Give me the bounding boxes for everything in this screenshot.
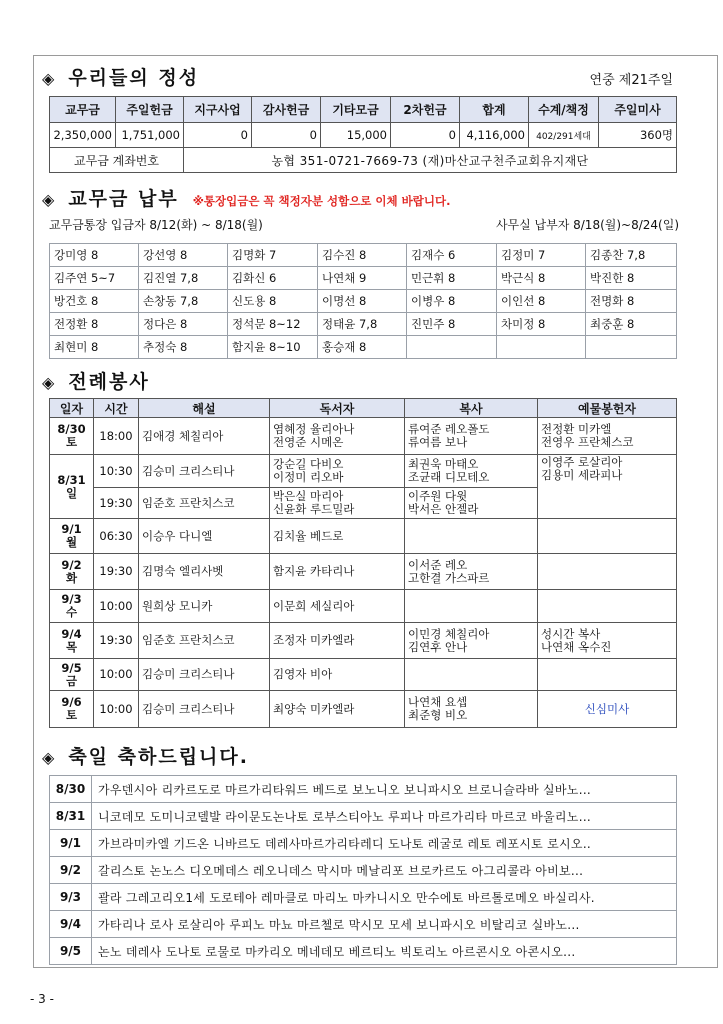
tithe-name-cell: 김종찬 7,8 [586, 244, 677, 267]
value-cell: 402/291세대 [529, 123, 599, 148]
tithe-row [50, 267, 677, 290]
liturgy-row [50, 590, 677, 623]
feast-row [50, 911, 677, 938]
liturgy-cell-line: 강순길 다비오 [273, 457, 344, 471]
liturgy-cell-line: 박서은 안젤라 [408, 502, 479, 516]
tithe-name-cell: 최중훈 8 [586, 313, 677, 336]
account-number: 농협 351-0721-7669-73 (재)마산교구천주교회유지재단 [184, 148, 677, 173]
liturgy-cell [538, 659, 677, 691]
header-cell: 시간 [94, 399, 139, 418]
liturgy-cell [270, 519, 405, 554]
feast-row [50, 803, 677, 830]
liturgy-cell [405, 418, 538, 455]
feast-row [50, 857, 677, 884]
date-line: 9/2 [61, 557, 82, 572]
liturgy-cell-line: 전영준 시메온 [273, 435, 344, 449]
liturgy-cell-line: 조균래 디모테오 [408, 470, 490, 484]
time-cell: 10:00 [94, 590, 139, 623]
feast-row [50, 884, 677, 911]
liturgy-cell [538, 519, 677, 554]
commentator-cell: 김승미 크리스티나 [139, 455, 270, 488]
time-cell: 10:00 [94, 691, 139, 728]
tithe-name-cell: 추정숙 8 [139, 336, 228, 359]
tithe-name-cell: 최현미 8 [50, 336, 139, 359]
liturgy-cell [538, 554, 677, 590]
liturgy-row [50, 623, 677, 659]
liturgy-cell [270, 554, 405, 590]
tithe-name-cell [586, 336, 677, 359]
liturgy-cell-line: 류여름 보나 [408, 435, 468, 449]
tithe-heading [42, 184, 450, 211]
date-line: 목 [65, 639, 78, 654]
time-cell: 10:30 [94, 455, 139, 488]
offerings-header-row [50, 97, 677, 123]
header-cell: 수계/책정 [529, 97, 599, 123]
tithe-name-cell: 정석문 8~12 [228, 313, 318, 336]
tithe-name-cell: 김화신 6 [228, 267, 318, 290]
offerings-heading [42, 63, 199, 90]
feasts-heading [42, 742, 249, 769]
liturgy-cell-line: 신윤화 루드밀라 [273, 502, 355, 516]
value-cell: 4,116,000 [460, 123, 529, 148]
tithe-row [50, 244, 677, 267]
diamond-bullet-icon: ◈ [42, 373, 57, 392]
tithe-name-cell: 정다은 8 [139, 313, 228, 336]
liturgy-row [50, 554, 677, 590]
liturgy-cell-line: 김영자 비아 [273, 667, 333, 681]
date-line: 9/3 [61, 592, 82, 606]
date-cell [50, 418, 94, 455]
tithe-name-cell [497, 336, 586, 359]
time-cell: 19:30 [94, 488, 139, 519]
value-cell: 360명 [599, 123, 677, 148]
tithe-title: 교무금 납부 [68, 188, 179, 210]
liturgy-row [50, 455, 677, 488]
time-cell: 06:30 [94, 519, 139, 554]
header-cell: 기타모금 [321, 97, 391, 123]
date-line: 9/4 [61, 626, 82, 641]
feast-date: 8/30 [50, 776, 92, 803]
feast-names: 논노 데레사 도나토 로물로 마카리오 메네데모 베르티노 빅토리노 아르콘시오 아콘시오... [92, 938, 677, 965]
commentator-cell: 김승미 크리스티나 [139, 659, 270, 691]
offerings-value-row [50, 123, 677, 148]
liturgy-cell-line: 박은실 마리아 [273, 489, 344, 503]
date-line: 월 [65, 535, 78, 549]
tithe-name-cell: 함지윤 8~10 [228, 336, 318, 359]
date-cell [50, 623, 94, 659]
value-cell: 0 [391, 123, 460, 148]
liturgy-cell-line: 나연채 요셉 [408, 695, 468, 709]
date-line: 8/31 [57, 472, 86, 487]
liturgical-week: 연중 제21주일 [589, 73, 673, 88]
liturgy-cell-line: 염혜정 율리아나 [273, 422, 355, 436]
header-cell: 합계 [460, 97, 529, 123]
liturgy-cell [405, 590, 538, 623]
tithe-name-cell: 홍승재 8 [318, 336, 407, 359]
liturgy-cell-line: 나연채 옥수진 [541, 639, 612, 654]
feast-row [50, 776, 677, 803]
liturgy-header-row [50, 399, 677, 418]
liturgy-cell-line: 함지윤 카타리나 [273, 564, 355, 578]
liturgy-cell [405, 659, 538, 691]
feast-date: 8/31 [50, 803, 92, 830]
tithe-row [50, 290, 677, 313]
commentator-cell: 임준호 프란치스코 [139, 623, 270, 659]
header-cell: 감사헌금 [252, 97, 321, 123]
feasts-title: 축일 축하드립니다. [68, 746, 249, 768]
diamond-bullet-icon: ◈ [42, 748, 57, 767]
date-line: 토 [65, 708, 78, 722]
liturgy-cell-line: 성시간 복사 [541, 626, 601, 641]
value-cell: 15,000 [321, 123, 391, 148]
liturgy-cell [405, 488, 538, 519]
feast-names: 갈리스토 논노스 디오메데스 레오니데스 막시마 메날리포 브로카르도 아그리콜라 아비보... [92, 857, 677, 884]
tithe-name-cell: 강미영 8 [50, 244, 139, 267]
header-cell: 주일헌금 [116, 97, 184, 123]
liturgy-cell-line: 신심미사 [584, 701, 630, 716]
date-cell [50, 691, 94, 728]
feast-names: 가타리나 로사 로살리아 루피노 마뇨 마르첼로 막시모 모세 보니파시오 비탈리코 실바노... [92, 911, 677, 938]
office-payment-period: 사무실 납부자 8/18(월)~8/24(일) [495, 218, 679, 232]
feast-names: 괄라 그레고리오1세 도로테아 레마클로 마리노 마카니시오 만수에토 바르톨로메오 바실리사. [92, 884, 677, 911]
liturgy-cell [270, 659, 405, 691]
liturgy-cell-line: 이정미 리오바 [273, 470, 344, 484]
commentator-cell: 원희상 모니카 [139, 590, 270, 623]
tithe-name-cell: 강선영 8 [139, 244, 228, 267]
tithe-name-cell [407, 336, 497, 359]
value-cell: 2,350,000 [50, 123, 116, 148]
liturgy-row [50, 418, 677, 455]
bank-deposit-period: 교무금통장 입금자 8/12(화) ~ 8/18(월) [49, 218, 263, 232]
liturgy-cell [405, 623, 538, 659]
feast-row [50, 830, 677, 857]
liturgy-cell [405, 691, 538, 728]
value-cell: 0 [252, 123, 321, 148]
feast-date: 9/2 [50, 857, 92, 884]
header-cell: 주일미사 [599, 97, 677, 123]
tithe-name-cell: 이명선 8 [318, 290, 407, 313]
tithe-name-cell: 김수진 8 [318, 244, 407, 267]
liturgy-cell-line: 류여준 레오폴도 [408, 422, 490, 436]
date-line: 수 [65, 605, 78, 619]
time-cell: 18:00 [94, 418, 139, 455]
date-line: 9/6 [61, 695, 82, 709]
date-line: 일 [65, 485, 78, 500]
tithe-name-cell: 전정환 8 [50, 313, 139, 336]
date-line: 9/1 [61, 522, 82, 536]
tithe-name-cell: 전명화 8 [586, 290, 677, 313]
liturgy-row [50, 691, 677, 728]
liturgy-cell-line: 최준형 비오 [408, 708, 468, 722]
feast-date: 9/1 [50, 830, 92, 857]
liturgy-cell [538, 623, 677, 659]
tithe-name-cell: 방건호 8 [50, 290, 139, 313]
liturgy-cell [538, 418, 677, 455]
liturgy-cell [405, 519, 538, 554]
value-cell: 1,751,000 [116, 123, 184, 148]
liturgy-cell [538, 455, 677, 519]
liturgy-cell [270, 691, 405, 728]
liturgy-cell-line: 고한결 가스파르 [408, 570, 490, 585]
account-row [50, 148, 677, 173]
tithe-note: ※통장입금은 꼭 책정자분 성함으로 이체 바랍니다. [192, 194, 451, 208]
tithe-name-cell: 손창동 7,8 [139, 290, 228, 313]
liturgy-cell [405, 455, 538, 488]
tithe-name-cell: 김진열 7,8 [139, 267, 228, 290]
diamond-bullet-icon: ◈ [42, 69, 57, 88]
liturgy-cell-line: 이영주 로살리아 [541, 455, 623, 469]
header-cell: 독서자 [270, 399, 405, 418]
commentator-cell: 이승우 다니엘 [139, 519, 270, 554]
tithe-name-cell: 김명화 7 [228, 244, 318, 267]
liturgy-cell [270, 488, 405, 519]
tithe-name-cell: 진민주 8 [407, 313, 497, 336]
commentator-cell: 김애경 체칠리아 [139, 418, 270, 455]
commentator-cell: 김명숙 엘리사벳 [139, 554, 270, 590]
liturgy-cell-line: 이서준 레오 [408, 557, 468, 572]
tithe-name-cell: 민근휘 8 [407, 267, 497, 290]
liturgy-cell-line: 이문희 세실리아 [273, 598, 355, 613]
tithe-name-cell: 신도용 8 [228, 290, 318, 313]
feast-names: 가우덴시아 리카르도로 마르가리타워드 베드로 보노니오 보니파시오 브로니슬라바 실바노... [92, 776, 677, 803]
date-line: 금 [65, 673, 78, 688]
tithe-names-table [49, 243, 677, 359]
date-cell [50, 590, 94, 623]
time-cell: 19:30 [94, 554, 139, 590]
liturgy-cell [538, 691, 677, 728]
commentator-cell: 임준호 프란치스코 [139, 488, 270, 519]
date-cell [50, 455, 94, 519]
feast-date: 9/3 [50, 884, 92, 911]
tithe-name-cell: 김재수 6 [407, 244, 497, 267]
liturgy-cell-line: 전정환 미카엘 [541, 422, 612, 436]
header-cell: 해설 [139, 399, 270, 418]
tithe-name-cell: 정태윤 7,8 [318, 313, 407, 336]
liturgy-row [50, 519, 677, 554]
liturgy-cell [270, 623, 405, 659]
header-cell: 일자 [50, 399, 94, 418]
liturgy-cell-line: 전영우 프란체스코 [541, 435, 634, 449]
liturgy-cell-line: 이주원 다윗 [408, 489, 468, 503]
feasts-table [49, 775, 677, 965]
liturgy-title: 전례봉사 [68, 371, 150, 393]
feast-row [50, 938, 677, 965]
value-cell: 0 [184, 123, 252, 148]
tithe-row [50, 313, 677, 336]
header-cell: 교무금 [50, 97, 116, 123]
commentator-cell: 김승미 크리스티나 [139, 691, 270, 728]
time-cell: 19:30 [94, 623, 139, 659]
liturgy-cell [270, 455, 405, 488]
tithe-name-cell: 이병우 8 [407, 290, 497, 313]
date-cell [50, 519, 94, 554]
header-cell: 지구사업 [184, 97, 252, 123]
liturgy-table [49, 398, 677, 728]
liturgy-cell [405, 554, 538, 590]
tithe-name-cell: 나연채 9 [318, 267, 407, 290]
tithe-name-cell: 이인선 8 [497, 290, 586, 313]
date-line: 8/30 [57, 422, 86, 436]
liturgy-cell-line: 최양숙 미카엘라 [273, 701, 355, 716]
diamond-bullet-icon: ◈ [42, 190, 57, 209]
date-line: 9/5 [61, 660, 82, 675]
liturgy-cell [270, 418, 405, 455]
liturgy-cell-line: 김연후 안나 [408, 639, 468, 654]
liturgy-row [50, 659, 677, 691]
feast-date: 9/4 [50, 911, 92, 938]
header-cell: 예물봉헌자 [538, 399, 677, 418]
page-number: - 3 - [30, 992, 54, 1006]
liturgy-heading [42, 367, 150, 394]
date-cell [50, 659, 94, 691]
account-label: 교무금 계좌번호 [50, 148, 184, 173]
tithe-row [50, 336, 677, 359]
feast-names: 가브라미카엘 기드온 니바르도 데레사마르가리타레디 도나토 레굴로 레토 레포시토 로시오.. [92, 830, 677, 857]
feast-names: 니코데모 도미니코델발 라이문도논나토 로부스티아노 루피나 마르가리타 마르코 바울리노... [92, 803, 677, 830]
liturgy-cell-line: 김용미 세라피나 [541, 468, 623, 482]
feast-date: 9/5 [50, 938, 92, 965]
date-cell [50, 554, 94, 590]
tithe-name-cell: 김주연 5~7 [50, 267, 139, 290]
header-cell: 2차헌금 [391, 97, 460, 123]
liturgy-cell-line: 이민경 체칠리아 [408, 626, 490, 641]
liturgy-cell [538, 590, 677, 623]
time-cell: 10:00 [94, 659, 139, 691]
date-line: 화 [65, 570, 78, 585]
tithe-name-cell: 박진한 8 [586, 267, 677, 290]
tithe-name-cell: 박근식 8 [497, 267, 586, 290]
offerings-title: 우리들의 정성 [68, 67, 200, 89]
offerings-table [49, 96, 677, 173]
liturgy-cell-line: 조정자 미카엘라 [273, 633, 355, 647]
date-line: 토 [65, 435, 78, 449]
liturgy-cell [270, 590, 405, 623]
tithe-name-cell: 차미정 8 [497, 313, 586, 336]
liturgy-cell-line: 최권욱 마태오 [408, 457, 479, 471]
liturgy-cell-line: 김치율 베드로 [273, 528, 344, 543]
header-cell: 복사 [405, 399, 538, 418]
tithe-name-cell: 김정미 7 [497, 244, 586, 267]
